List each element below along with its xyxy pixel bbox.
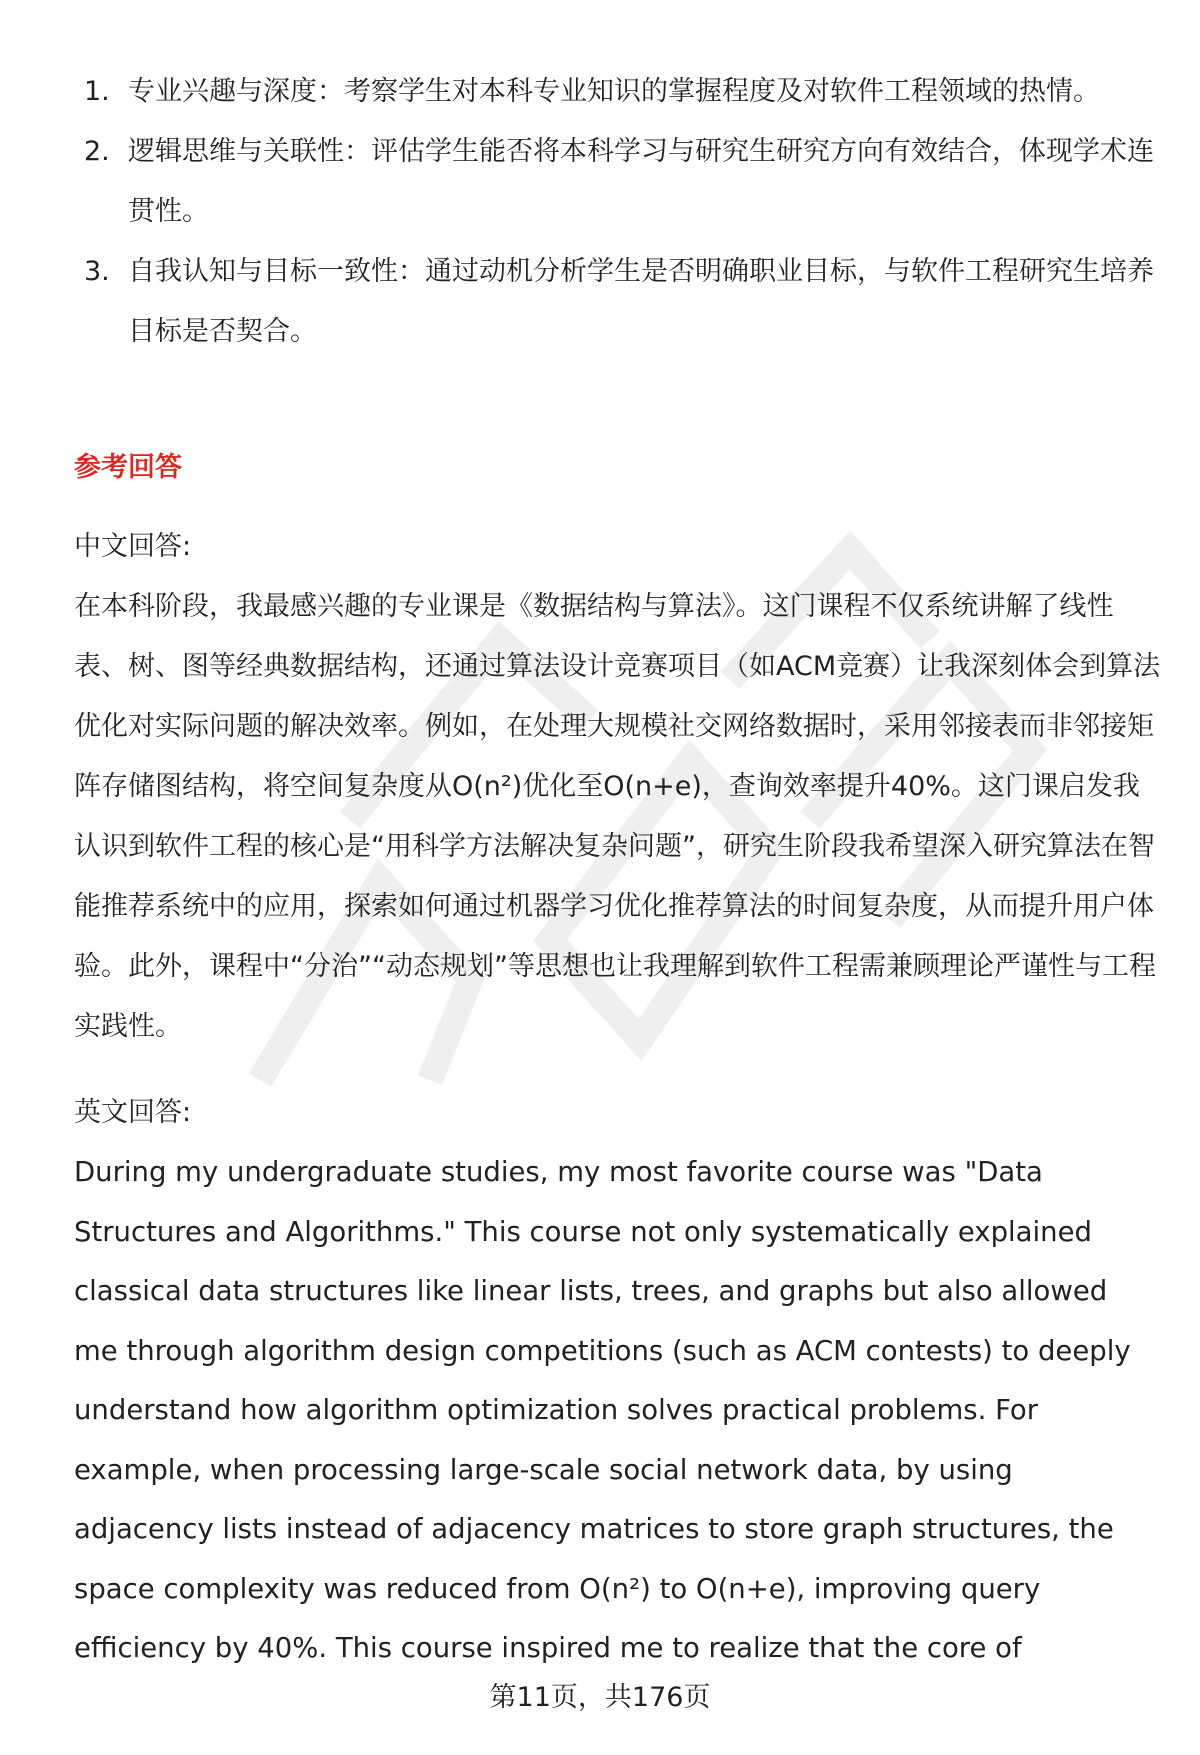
evaluation-criteria-list: [84, 62, 1154, 362]
criteria-text: 专业兴趣与深度：考察学生对本科专业知识的掌握程度及对软件工程领域的热情。: [128, 76, 1100, 107]
chinese-answer-text: 在本科阶段，我最感兴趣的专业课是《数据结构与算法》。这门课程不仅系统讲解了线性表、树、图等经典数据结构，还通过算法设计竞赛项目（如ACM竞赛）让我深刻体会到算法优化对实际问题的解决效率。例如，在处理大规模社交网络数据时，采用邻接表而非邻接矩阵存储图结构，将空间复杂度从O(n²)优化至O(n+e)，查询效率提升40%。这门课启发我认识到软件工程的核心是“用科学方法解决复杂问题”，研究生阶段我希望深入研究算法在智能推荐系统中的应用，探索如何通过机器学习优化推荐算法的时间复杂度，从而提升用户体验。此外，课程中“分治”“动态规划”等思想也让我理解到软件工程需兼顾理论严谨性与工程实践性。: [74, 591, 1161, 1042]
page-number-footer: 第11页，共176页: [489, 1682, 711, 1713]
criteria-item: [84, 122, 1154, 242]
criteria-item: [84, 242, 1154, 362]
reference-answer-heading: 参考回答: [74, 452, 182, 483]
criteria-text: 自我认知与目标一致性：通过动机分析学生是否明确职业目标，与软件工程研究生培养目标是否契合。: [128, 256, 1154, 347]
criteria-number: 1.: [84, 76, 110, 107]
criteria-item: [84, 62, 1154, 122]
criteria-number: 3.: [84, 256, 110, 287]
chinese-answer-label: 中文回答:: [74, 531, 192, 562]
english-answer-text: During my undergraduate studies, my most favorite course was "Data Structures and Algorithms." This course not only systematically explained classical data structures like linear lists, trees, and graphs but also allowed me through algorithm design competitions (such as ACM contests) to deeply understand how algorithm optimization solves practical problems. For example, when processing large-scale social network data, by using adjacency lists instead of adjacency matrices to store graph structures, the space complexity was reduced from O(n²) to O(n+e), improving query efficiency by 40%. This course inspired me to realize that the core of: [74, 1156, 1131, 1664]
english-answer-label: 英文回答:: [74, 1097, 192, 1128]
criteria-text: 逻辑思维与关联性：评估学生能否将本科学习与研究生研究方向有效结合，体现学术连贯性。: [128, 136, 1154, 227]
criteria-number: 2.: [84, 136, 110, 167]
